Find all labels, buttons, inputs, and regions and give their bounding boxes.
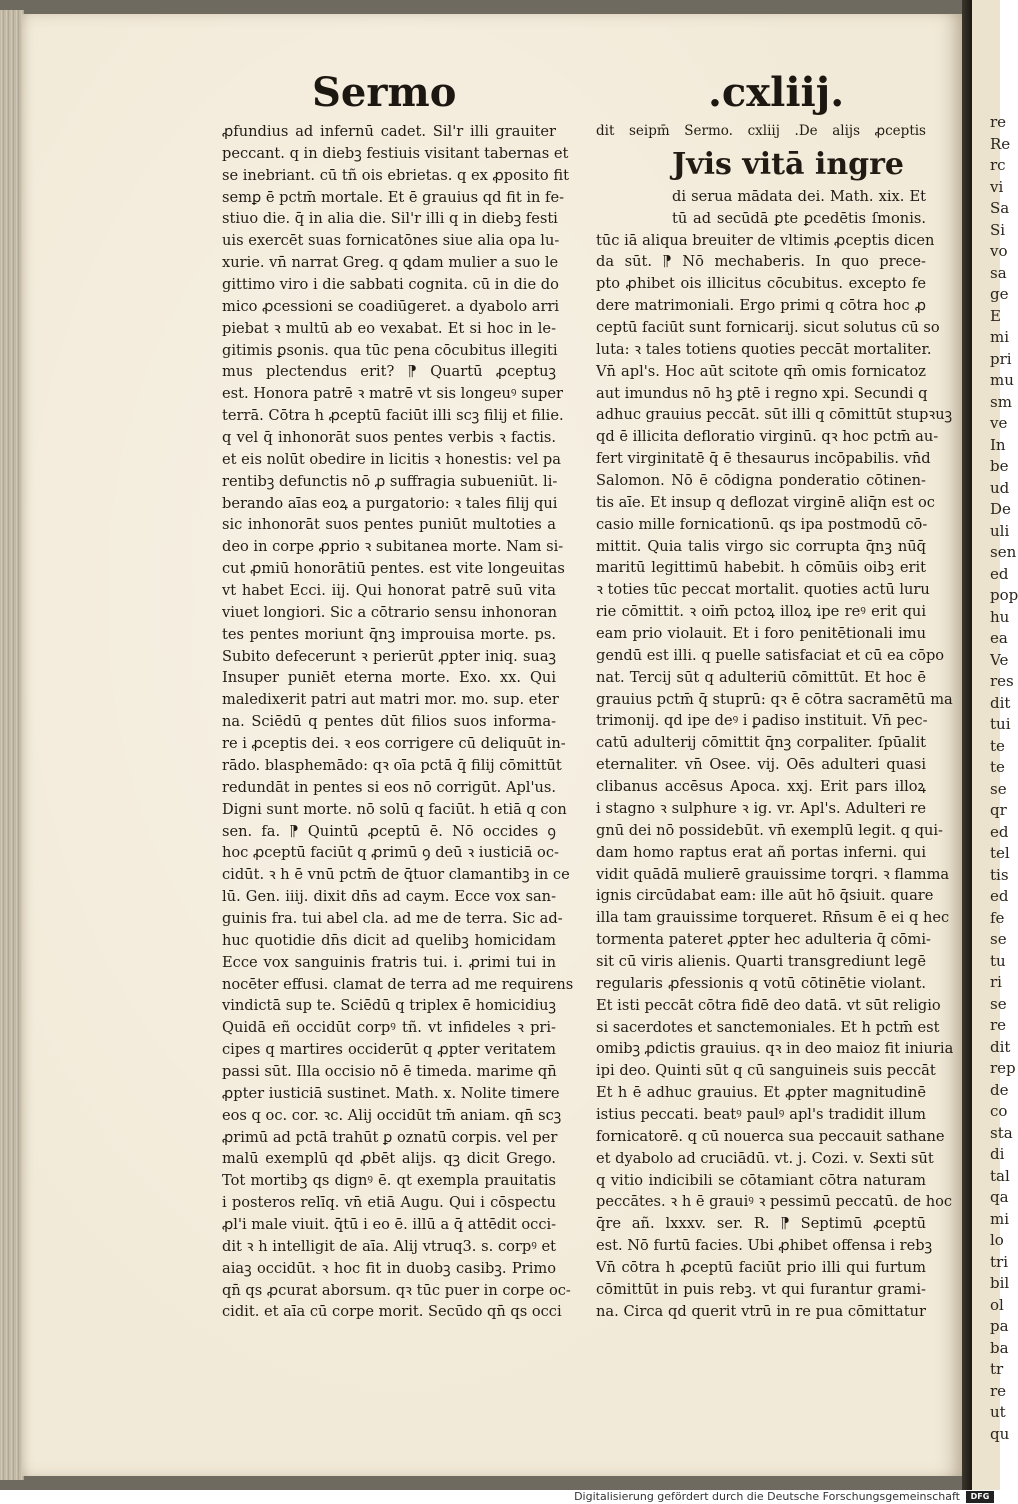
text-line: catū adulterij cōmittit q̄nꝫ corpaliter. ſpūalit [596, 734, 926, 752]
book-page-edges [0, 10, 24, 1480]
text-line: peccātes. ꝛ h ē grauiꝰ ꝛ pessimū peccatū. de hoc [596, 1193, 953, 1211]
facing-page-line: ed [990, 822, 1009, 841]
facing-page-line: tel [990, 844, 1010, 862]
text-line: gitimis ꝑsonis. qua tūc pena cōcubitus illegiti [222, 341, 558, 359]
facing-page-line: hu [990, 607, 1010, 626]
text-line: si sacerdotes et sanctemoniales. Et h pctm̄ est [596, 1018, 940, 1036]
text-line: fornicatorē. q cū nouerca sua peccauit sathane [596, 1127, 945, 1145]
facing-page-line: tis [990, 865, 1009, 884]
text-line: adhuc grauius peccāt. sūt illi q cōmittūt stupꝛuꝫ [596, 406, 953, 424]
text-line: q vel q̄ inhonorāt suos pentes verbis ꝛ factis. [222, 429, 556, 447]
text-line: eos q oc. cor. ꝛc. Alij occidūt tm̄ aniam. qn̄ scꝫ [222, 1106, 562, 1124]
text-line: illa tam grauissime torqueret. Rn̄sum ē ei q hec [596, 909, 950, 927]
text-line: re i ꝓceptis dei. ꝛ eos corrigere cū deliquūt in- [222, 735, 566, 753]
facing-page-line: fe [990, 908, 1005, 927]
text-line: terrā. Cōtra h ꝓceptū faciūt illi scꝫ filij et filie. [222, 407, 564, 425]
facing-page-line: qr [990, 801, 1007, 819]
footer-bar [0, 1490, 1000, 1504]
facing-page-line: tui [990, 715, 1011, 733]
text-line: nat. Tercij sūt q adulteriū cōmittūt. Et hoc ē [596, 668, 926, 686]
text-line: ꝓpter iusticiā sustinet. Math. x. Nolite timere [222, 1084, 560, 1102]
facing-page-line: de [990, 1080, 1009, 1099]
facing-page-line: E [990, 306, 1001, 325]
facing-page-line: re [990, 1016, 1007, 1034]
facing-page-line: di [990, 1145, 1005, 1163]
text-line: gittimo viro i die sabbati cognita. cū in die do [222, 276, 559, 294]
text-line: Digni sunt morte. nō solū q faciūt. h etiā q con [222, 800, 567, 818]
text-line: cidit. et aīa cū corpe morit. Secūdo qn̄ qs occi [222, 1303, 562, 1321]
text-line: sen. fa. ⁋ Quintū ꝓceptū ē. Nō occides ꝯ [222, 822, 556, 840]
text-line: sic inhonorāt suos pentes puniūt multoties a [222, 516, 556, 534]
facing-page-line: mu [990, 371, 1014, 389]
facing-page-line: se [990, 779, 1007, 798]
facing-page-line: Ve [990, 650, 1009, 669]
text-line: tūc iā aliqua breuiter de vltimis ꝓceptis dicen [596, 231, 935, 249]
text-line: dere matrimoniali. Ergo primi q cōtra hoc ꝓ [596, 297, 926, 315]
left-text-column [222, 121, 574, 1323]
text-line: Vn̄ apl's. Hoc aūt scitote qm̄ omis fornicatoz [596, 362, 926, 380]
text-line: nocēter effusi. clamat de terra ad me requirens [222, 975, 574, 993]
text-line: vindictā sup te. Sciēdū q triplex ē homicidiuꝫ [222, 997, 556, 1015]
facing-page-line: pop [990, 586, 1018, 604]
text-line: cōmittūt in puis rebꝫ. vt qui furantur grami- [596, 1280, 926, 1298]
facing-page-line: rc [990, 156, 1006, 174]
facing-page-line: sta [990, 1123, 1013, 1142]
text-line: rādo. blasphemādo: qꝛ oīa pctā q̄ filij cōmittūt [222, 756, 562, 774]
text-line: ꝓrimū ad pctā trahūt ꝑ oznatū corpis. vel per [222, 1128, 558, 1146]
text-line: tes pentes moriunt q̄nꝫ improuisa morte. ps. [222, 625, 556, 643]
text-line: Et h ē adhuc grauius. Et ꝓpter magnitudinē [596, 1084, 926, 1102]
facing-page-fragment [972, 0, 1018, 1490]
facing-page-line: ba [990, 1338, 1009, 1357]
facing-page-line: Re [990, 134, 1011, 153]
text-line: gendū est illi. q puelle satisfaciat et cū ea cōpo [596, 646, 945, 664]
text-line: redundāt in pentes si eos nō corrigūt. Apl'us. [222, 778, 556, 796]
text-line: lū. Gen. iiij. dixit dn̄s ad caym. Ecce vox san- [222, 888, 556, 906]
text-line: et eis nolūt obedire in licitis ꝛ honestis: vel pa [222, 450, 561, 468]
facing-page-line: bil [990, 1274, 1010, 1292]
facing-page-line: vi [990, 177, 1004, 196]
text-line: Vn̄ cōtra h ꝓceptū faciūt prio illi qui furtum [596, 1258, 926, 1276]
text-line: passi sūt. Illa occisio nō ē timeda. marime qn̄ [222, 1062, 557, 1080]
text-line: gnū dei nō possidebūt. vn̄ exemplū legit. q qui- [596, 821, 943, 839]
text-line: qn̄ qs ꝓcurat aborsum. qꝛ tūc puer in corpe oc- [222, 1281, 571, 1299]
text-line: cipes q martires occiderūt q ꝓpter veritatem [222, 1041, 556, 1059]
text-line: deo in corpe ꝓprio ꝛ subitanea morte. Nam si- [222, 538, 564, 556]
facing-page-line: be [990, 457, 1009, 475]
text-line: Ecce vox sanguinis fratris tui. i. ꝓrimi tui in [222, 953, 556, 971]
text-line: eternaliter. vn̄ Osee. vij. Oēs adulteri quasi [596, 756, 926, 774]
text-line: trimonij. qd ipe deꝰ i ꝑadiso instituit. Vn̄ pec- [596, 712, 928, 730]
text-line: maledixerit patri aut matri mor. mo. sup. eter [222, 691, 559, 709]
facing-page-line: sa [990, 263, 1007, 282]
facing-page-line: ge [990, 285, 1009, 303]
facing-page-line: te [990, 758, 1005, 776]
running-head-folio: .cxliij. [708, 69, 845, 116]
text-line: Quidā eñ occidūt corpꝰ tñ. vt infideles ꝛ pri- [222, 1019, 556, 1037]
text-line: omibꝫ ꝓdictis grauius. qꝛ in deo maioz fit iniuria [596, 1040, 954, 1058]
text-line: malū exemplū qd ꝓbēt alijs. qꝫ dicit Grego. [222, 1150, 556, 1168]
text-line: viuet longiori. Sic a cōtrario sensu inhonoran [222, 603, 557, 621]
text-line: mico ꝓcessioni se coadiūgeret. a dyabolo arri [222, 297, 560, 315]
text-line: dam homo raptus erat añ portas inferni. qui [596, 843, 926, 861]
text-line: huc quotidie dn̄s dicit ad quelibꝫ homicidam [222, 931, 556, 949]
text-line: aiaꝫ occidūt. ꝛ hoc fit in duobꝫ casibꝫ. Primo [222, 1259, 556, 1277]
dfg-logo: DFG [966, 1491, 994, 1503]
text-line: Et isti peccāt cōtra fidē deo datā. vt sūt religio [596, 996, 941, 1014]
text-line: piebat ꝛ multū ab eo vexabat. Et si hoc in le- [222, 319, 556, 337]
text-line: peccant. q in diebꝫ festiuis visitant tabernas et [222, 144, 569, 162]
facing-page-line: res [990, 672, 1014, 690]
text-line: mittit. Quia talis virgo sic corrupta q̄nꝫ nūq̄ [596, 537, 926, 555]
facing-page-line: sen [990, 543, 1017, 561]
text-line: cut ꝓmiū honorātiū pentes. est vite longeuitas [222, 560, 565, 578]
facing-page-line: qa [990, 1188, 1009, 1206]
facing-page-line: Sa [990, 199, 1010, 217]
text-line: regularis ꝓfessionis q votū cōtinētie violant. [596, 974, 926, 992]
facing-page-line: dit [990, 693, 1011, 712]
text-line: ꝓfundius ad infernū cadet. Sil'r illi grauiter [222, 123, 556, 140]
text-line: ꝓl'i male viuit. q̄tū i eo ē. illū a q̄ attēdit occi- [222, 1215, 557, 1233]
text-line: est. Honora patrē ꝛ matrē vt sis longeuꝰ super [222, 385, 563, 403]
text-line: pto ꝓhibet ois illicitus cōcubitus. excepto fe [596, 275, 926, 293]
running-head-left: Sermo [312, 69, 457, 116]
facing-page-line: tal [990, 1166, 1010, 1185]
facing-page-line: pa [990, 1317, 1009, 1335]
facing-page-line: rep [990, 1059, 1016, 1077]
text-line: ꝛ toties tūc peccat mortalit. quoties actū luru [596, 581, 930, 599]
text-line: qd ē illicita defloratio virginū. qꝛ hoc pctm̄ au- [596, 428, 939, 446]
facing-page-line: pri [990, 349, 1012, 368]
facing-page-line: In [990, 435, 1006, 454]
text-line: cidūt. ꝛ h ē vnū pctm̄ de q̄tuor clamantibꝫ in ce [222, 866, 570, 884]
facing-page-line: De [990, 500, 1011, 518]
text-line: ceptū faciūt sunt fornicarij. sicut solutus cū so [596, 319, 940, 337]
footer-credit: Digitalisierung gefördert durch die Deutsche Forschungsgemeinschaft [574, 1490, 960, 1503]
decorated-initial-line: Jvis vitā ingre [672, 146, 905, 182]
facing-page-line: uli [990, 521, 1010, 540]
text-line: Salomon. Nō ē cōdigna ponderatio cōtinen- [596, 472, 926, 490]
text-line: tormenta pateret ꝓpter hec adulteria q̄ cōmi- [596, 931, 931, 949]
text-line: clibanus accēsus Apoca. xxj. Erit pars illoꝝ [596, 778, 926, 796]
text-line: i stagno ꝛ sulphure ꝛ ig. vr. Apl's. Adulteri re [596, 799, 926, 817]
facing-page-line: dit [990, 1037, 1011, 1056]
book-gutter [962, 0, 972, 1490]
text-line: na. Sciēdū q pentes dūt filios suos informa- [222, 713, 556, 731]
text-line: hoc ꝓceptū faciūt q ꝓrimū ꝯ deū ꝛ iusticiā oc- [222, 844, 559, 862]
facing-page-line: lo [990, 1231, 1004, 1249]
text-line: ipi deo. Quinti sūt q cū sanguineis suis peccāt [596, 1062, 936, 1080]
facing-page-line: sm [990, 392, 1012, 411]
text-line: stiuo die. q̄ in alia die. Sil'r illi q in diebꝫ festi [222, 210, 558, 228]
text-line: casio mille fornicationū. qs ipa postmodū cō- [596, 515, 928, 533]
text-line: aut imundus nō hꝫ ꝑtē i regno xpi. Secundi q [596, 384, 928, 402]
text-line: Insuper puniēt eterna morte. Exo. xx. Qui [222, 669, 556, 687]
text-line: et dyabolo ad cruciādū. vt. j. Cozi. v. Sexti sūt [596, 1149, 934, 1167]
text-line: dit ꝛ h intelligit de aīa. Alij vtruq3. s. corpꝰ et [222, 1237, 556, 1255]
text-line: se inebriant. cū tñ ois ebrietas. q ex ꝓposito fit [222, 166, 569, 184]
right-text-column [596, 121, 954, 1323]
facing-page-line: re [990, 1381, 1007, 1400]
text-line: i posteros relīq. vn̄ etiā Augu. Qui i cōspectu [222, 1194, 556, 1212]
facing-page-line: re [990, 113, 1007, 131]
facing-page-line: ol [990, 1295, 1004, 1314]
facing-page-line: tri [990, 1252, 1008, 1271]
facing-page-line: ed [990, 564, 1009, 583]
text-line: q̄re añ. lxxxv. ser. R. ⁋ Septimū ꝓceptū [596, 1215, 926, 1233]
text-line: est. Nō furtū facies. Ubi ꝓhibet offensa i rebꝫ [596, 1237, 933, 1255]
text-line: mus plectendus erit? ⁋ Quartū ꝓceptuꝫ [222, 363, 556, 381]
facing-page-line: tu [990, 951, 1006, 970]
facing-page-line: co [990, 1102, 1008, 1120]
facing-page-line: te [990, 736, 1005, 755]
facing-page-line: tr [990, 1360, 1004, 1378]
text-line: uis exercēt suas fornicatōnes siue alia opa lu- [222, 232, 560, 250]
facing-page-line: ea [990, 629, 1008, 647]
text-line: semꝑ ē pctm̄ mortale. Et ē grauius qd fit in fe- [222, 188, 565, 206]
text-line: da sūt. ⁋ Nō mechaberis. In quo prece- [596, 253, 926, 271]
text-line: xurie. vn̄ narrat Greg. q ꝗdam mulier a suo le [222, 254, 559, 272]
text-line: sit cū viris alienis. Quarti transgrediunt legē [596, 952, 926, 970]
text-line: eam prio violauit. Et i foro penitētionali imu [596, 625, 926, 643]
text-line: Tot mortibꝫ qs dignꝰ ē. qt exempla prauitatis [222, 1172, 556, 1190]
text-line: berando aīas eoꝝ a purgatorio: ꝛ tales filij qui [222, 494, 558, 512]
facing-page-line: ed [990, 887, 1009, 905]
text-line: guinis fra. tui abel cla. ad me de terra. Sic ad- [222, 909, 563, 927]
text-line: tis aīe. Et insup q deflozat virginē aliq̄n est oc [596, 493, 935, 511]
facing-page-line: mi [990, 1209, 1010, 1228]
facing-page-line: vo [990, 242, 1008, 260]
text-line: Subito defecerunt ꝛ perierūt ꝓpter iniq. suaꝫ [222, 647, 556, 665]
facing-page-line: qu [990, 1424, 1010, 1443]
text-line: ignis circūdabat eam: ille aūt hō q̄siuit. quare [596, 887, 934, 905]
facing-page-line: se [990, 994, 1007, 1013]
right-column-first-line: dit seipm̄ Sermo. cxliij .De alijs ꝓceptis [596, 123, 926, 139]
text-line: rentibꝫ defunctis nō ꝓ suffragia subueniūt. li- [222, 472, 558, 490]
text-line: maritū legittimū habebit. h cōmūis oibꝫ erit [596, 559, 926, 577]
text-line: luta: ꝛ tales totiens quoties peccāt mortaliter. [596, 340, 932, 358]
text-line: rie cōmittit. ꝛ oim̄ pctoꝝ illoꝝ ipe reꝰ erit qui [596, 603, 926, 621]
facing-page-line: Si [990, 220, 1006, 239]
facing-page-line: ut [990, 1403, 1006, 1421]
text-line: q vitio indicibili se cōtamiant cōtra naturam [596, 1171, 926, 1189]
facing-page-line: ud [990, 478, 1010, 497]
facing-page-line: mi [990, 328, 1010, 346]
text-line: grauius pctm̄ q̄ stuprū: qꝛ ē cōtra sacramētū ma [596, 690, 953, 708]
text-line: fert virginitatē q̄ ē thesaurus incōpabilis. vn̄d [596, 450, 931, 468]
text-line: istius peccati. beatꝰ paulꝰ apl's tradidit illum [596, 1105, 926, 1123]
text-line: na. Circa qd querit vtrū in re pua cōmittatur [596, 1302, 926, 1320]
facing-page-line: ve [990, 414, 1008, 432]
facing-page-line: se [990, 930, 1007, 948]
text-line: di serua mādata dei. Math. xix. Et [672, 187, 926, 205]
text-line: vt habet Ecci. iij. Qui honorat patrē suū vita [222, 582, 556, 600]
facing-page-line: ri [990, 973, 1002, 991]
text-line: vidit quādā mulierē grauissime torqri. ꝛ flamma [596, 865, 950, 883]
text-line: tū ad secūdā ꝑte ꝑcedētis ſmonis. [672, 209, 926, 227]
